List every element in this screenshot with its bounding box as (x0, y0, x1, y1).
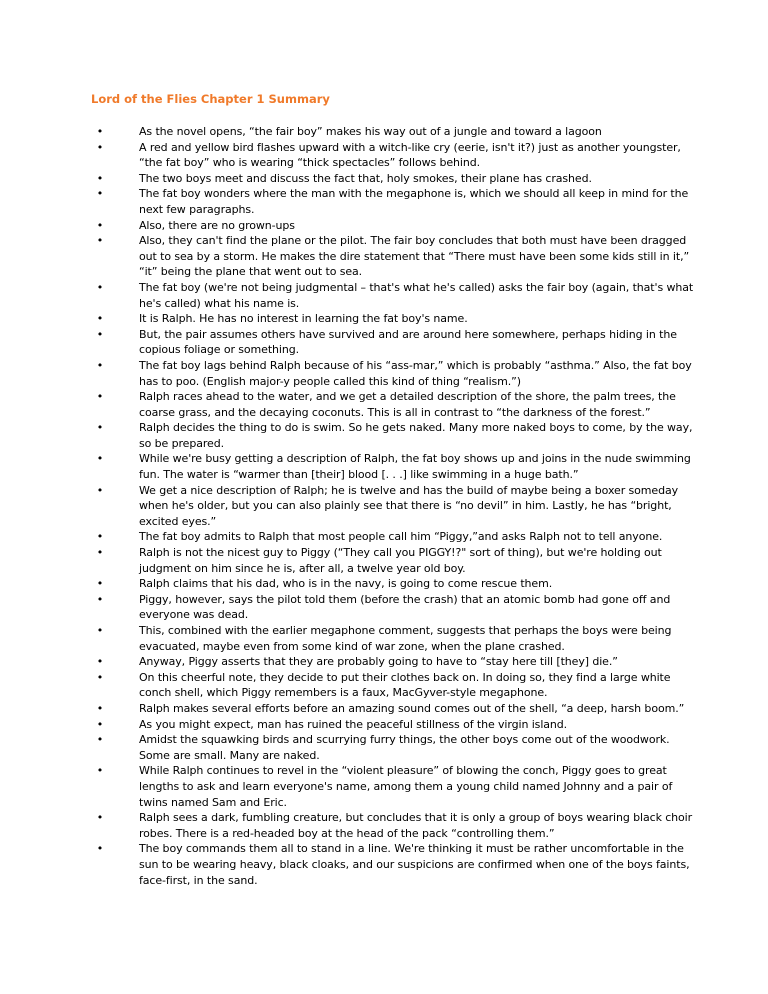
bullet-icon: • (96, 717, 104, 731)
list-item (91, 420, 701, 451)
bullet-icon: • (96, 421, 104, 435)
list-item (91, 841, 701, 888)
list-item (91, 529, 701, 545)
list-item (91, 763, 701, 810)
bullet-icon: • (96, 764, 104, 778)
list-item-text: But, the pair assumes others have survived and are around here somewhere, perhaps hiding in the copious foliage or something. (139, 327, 677, 357)
list-item (91, 623, 701, 654)
list-item-text: The two boys meet and discuss the fact that, holy smokes, their plane has crashed. (139, 171, 592, 185)
list-item-text: We get a nice description of Ralph; he is twelve and has the build of maybe being a boxer someday when he's older, but you can also plainly see that there is “no devil” in him. Lastly, he has “bright, excited eyes.” (139, 483, 679, 528)
list-item-text: The boy commands them all to stand in a line. We're thinking it must be rather uncomfortable in the sun to be wearing heavy, black cloaks, and our suspicions are confirmed when one of the boys faints, face-first, in the sand. (139, 842, 690, 887)
bullet-icon: • (96, 171, 104, 185)
list-item (91, 810, 701, 841)
bullet-icon: • (96, 140, 104, 154)
bullet-icon: • (96, 733, 104, 747)
list-item (91, 389, 701, 420)
list-item-text: Also, they can't find the plane or the pilot. The fair boy concludes that both must have been dragged out to sea by a storm. He makes the dire statement that “There must have been some kids still in it,” “it” being the plane that went out to sea. (139, 234, 690, 279)
list-item-text: A red and yellow bird flashes upward with a witch-like cry (eerie, isn't it?) just as another youngster, “the fat boy” who is wearing “thick spectacles” follows behind. (139, 140, 681, 170)
list-item (91, 311, 701, 327)
list-item-text: Ralph sees a dark, fumbling creature, but concludes that it is only a group of boys wearing black choir robes. There is a red-headed boy at the head of the pack “controlling them.” (139, 811, 693, 840)
list-item (91, 545, 701, 576)
bullet-icon: • (96, 842, 104, 856)
list-item-text: While Ralph continues to revel in the “violent pleasure” of blowing the conch, Piggy goes to great lengths to ask and learn everyone's name, among them a young child named Johnny and a pair of twins named Sam and Eric. (139, 764, 673, 809)
list-item-text: Ralph makes several efforts before an amazing sound comes out of the shell, “a deep, harsh boom.” (139, 701, 685, 715)
list-item (91, 280, 701, 311)
list-item-text: Anyway, Piggy asserts that they are probably going to have to “stay here till [they] die.” (139, 655, 618, 669)
bullet-icon: • (96, 312, 104, 326)
list-item (91, 233, 701, 280)
list-item-text: Amidst the squawking birds and scurrying furry things, the other boys come out of the woodwork. Some are small. Many are naked. (139, 733, 670, 762)
list-item (91, 171, 701, 187)
list-item-text: This, combined with the earlier megaphone comment, suggests that perhaps the boys were being evacuated, maybe even from some kind of war zone, when the plane crashed. (139, 624, 672, 653)
bullet-icon: • (96, 577, 104, 591)
list-item (91, 576, 701, 592)
list-item (91, 592, 701, 623)
bullet-icon: • (96, 452, 104, 466)
list-item-text: As you might expect, man has ruined the peaceful stillness of the virgin island. (139, 717, 568, 731)
list-item (91, 483, 701, 530)
list-item-text: Ralph races ahead to the water, and we get a detailed description of the shore, the palm trees, the coarse grass, and the decaying coconuts. This is all in contrast to “the darkness of the forest.” (139, 390, 676, 419)
bullet-icon: • (96, 483, 104, 497)
list-item (91, 140, 701, 171)
list-item-text: The fat boy (we're not being judgmental – that's what he's called) asks the fair boy (again, that's what he's called) what his name is. (139, 280, 694, 310)
list-item (91, 358, 701, 389)
list-item-text: Ralph claims that his dad, who is in the navy, is going to come rescue them. (139, 577, 553, 591)
bullet-icon: • (96, 546, 104, 560)
bullet-icon: • (96, 327, 104, 341)
list-item (91, 124, 701, 140)
bullet-icon: • (96, 218, 104, 232)
bullet-icon: • (96, 701, 104, 715)
bullet-icon: • (96, 592, 104, 606)
list-item (91, 451, 701, 482)
bullet-icon: • (96, 670, 104, 684)
page-title: Lord of the Flies Chapter 1 Summary (91, 92, 330, 106)
bullet-icon: • (96, 390, 104, 404)
list-item (91, 218, 701, 234)
list-item-text: Ralph is not the nicest guy to Piggy (“They call you PIGGY!?" sort of thing), but we're holding out judgment on him since he is, after all, a twelve year old boy. (139, 546, 662, 575)
list-item (91, 701, 701, 717)
list-item-text: The fat boy admits to Ralph that most people call him “Piggy,”and asks Ralph not to tell anyone. (139, 530, 663, 544)
bullet-icon: • (96, 280, 104, 294)
list-item (91, 732, 701, 763)
list-item-text: While we're busy getting a description of Ralph, the fat boy shows up and joins in the nude swimming fun. The water is “warmer than [their] blood [. . .] like swimming in a huge bath.” (139, 452, 691, 482)
bullet-icon: • (96, 655, 104, 669)
list-item-text: On this cheerful note, they decide to put their clothes back on. In doing so, they find a large white conch shell, which Piggy remembers is a faux, MacGyver-style megaphone. (139, 670, 671, 700)
list-item (91, 327, 701, 358)
bullet-icon: • (96, 187, 104, 201)
list-item (91, 186, 701, 217)
list-item (91, 654, 701, 670)
list-item-text: Ralph decides the thing to do is swim. So he gets naked. Many more naked boys to come, by the way, so be prepared. (139, 421, 693, 450)
bullet-icon: • (96, 125, 104, 138)
list-item-text: Also, there are no grown-ups (139, 218, 295, 232)
list-item-text: The fat boy lags behind Ralph because of his “ass-mar,” which is probably “asthma.” Also, the fat boy has to poo. (English major-y people called this kind of thing “realism.”) (139, 358, 692, 388)
bullet-icon: • (96, 358, 104, 372)
list-item (91, 717, 701, 733)
list-item-text: The fat boy wonders where the man with the megaphone is, which we should all keep in mind for the next few paragraphs. (139, 187, 689, 216)
bullet-icon: • (96, 624, 104, 637)
list-item (91, 670, 701, 701)
bullet-icon: • (96, 811, 104, 825)
bullet-icon: • (96, 234, 104, 248)
list-item-text: As the novel opens, “the fair boy” makes his way out of a jungle and toward a lagoon (139, 125, 602, 138)
bullet-icon: • (96, 530, 104, 544)
list-item-text: It is Ralph. He has no interest in learning the fat boy's name. (139, 312, 468, 326)
list-item-text: Piggy, however, says the pilot told them (before the crash) that an atomic bomb had gone off and everyone was dead. (139, 592, 671, 622)
summary-bullet-list (91, 124, 701, 888)
